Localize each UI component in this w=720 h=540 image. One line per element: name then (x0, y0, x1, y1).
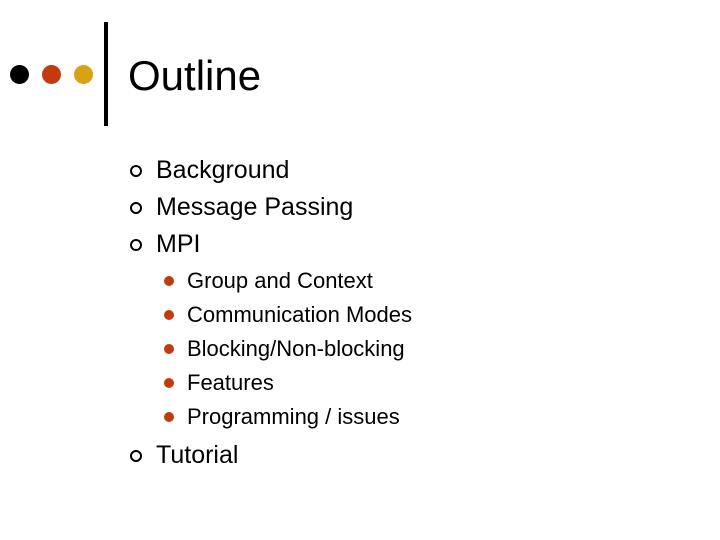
hollow-circle-bullet-icon (130, 239, 142, 251)
sublist-item-label: Blocking/Non-blocking (187, 336, 405, 361)
list-item-message-passing (130, 189, 690, 225)
sublist-item-group-and-context (164, 264, 704, 298)
filled-circle-bullet-icon (164, 344, 174, 354)
list-item-label: Background (156, 156, 290, 184)
filled-circle-bullet-icon (164, 412, 174, 422)
filled-circle-bullet-icon (164, 276, 174, 286)
list-item-background (130, 152, 690, 188)
decorative-dot-red-icon (42, 65, 61, 84)
list-item-label: MPI (156, 230, 201, 258)
list-item-label: Message Passing (156, 193, 354, 221)
sublist-item-communication-modes (164, 298, 704, 332)
decorative-dot-black-icon (10, 65, 29, 84)
hollow-circle-bullet-icon (130, 450, 142, 462)
sublist-item-programming-issues (164, 400, 704, 434)
sublist-item-label: Programming / issues (187, 404, 400, 429)
filled-circle-bullet-icon (164, 378, 174, 388)
sublist-item-blocking-non-blocking (164, 332, 704, 366)
sublist-item-label: Communication Modes (187, 302, 412, 327)
sublist-item-label: Features (187, 370, 274, 395)
hollow-circle-bullet-icon (130, 202, 142, 214)
filled-circle-bullet-icon (164, 310, 174, 320)
hollow-circle-bullet-icon (130, 165, 142, 177)
decorative-dot-gold-icon (74, 65, 93, 84)
sublist-item-label: Group and Context (187, 268, 373, 293)
list-item-tutorial (130, 437, 690, 473)
slide-title: Outline (128, 52, 262, 99)
list-item-mpi (130, 226, 690, 262)
list-item-label: Tutorial (156, 441, 239, 469)
title-divider (104, 22, 108, 126)
sublist-item-features (164, 366, 704, 400)
